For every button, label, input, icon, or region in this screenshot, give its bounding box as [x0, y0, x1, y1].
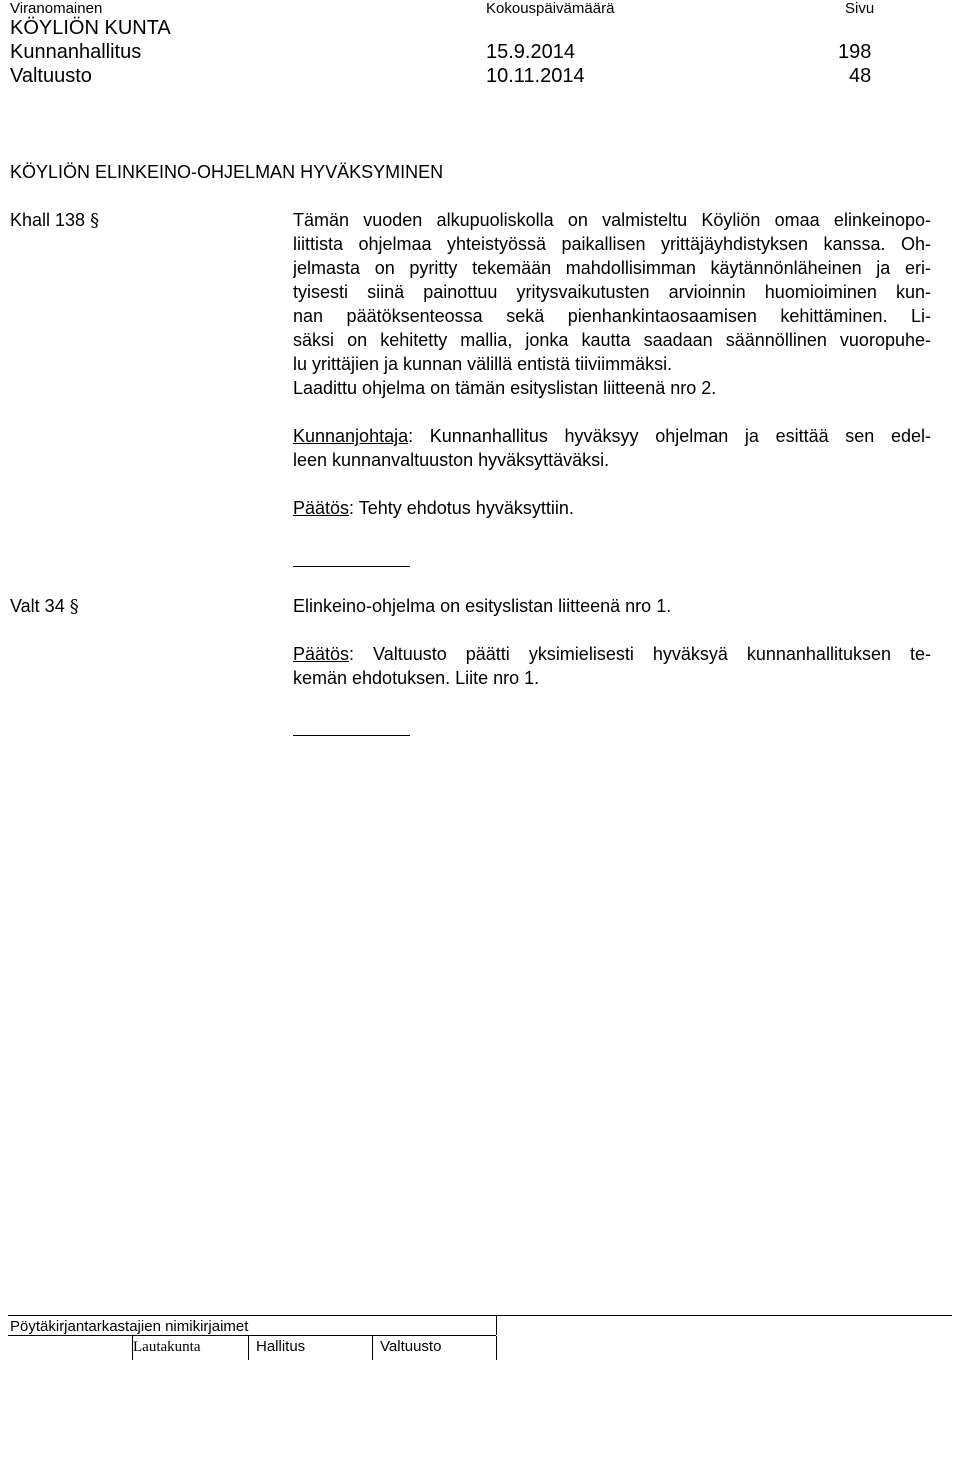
- section-divider: [293, 735, 410, 736]
- header-col3-label: Sivu: [845, 0, 875, 17]
- header-page-valtuusto: 48: [849, 65, 872, 87]
- decision-line: kemän ehdotuksen. Liite nro 1.: [293, 668, 540, 688]
- footer-cell-divider: [132, 1336, 133, 1360]
- khall-decision: [293, 496, 931, 520]
- footer-cell-divider: [248, 1336, 249, 1360]
- section-mark-icon: §: [90, 210, 100, 231]
- valt-line: Elinkeino-ohjelma on esityslistan liitteenä nro 1.: [293, 596, 672, 616]
- header-col1-label: Viranomainen: [10, 0, 103, 17]
- valt-reference: [10, 594, 79, 619]
- footer-col-hallitus: Hallitus: [256, 1338, 306, 1355]
- header-col2-label: Kokouspäivämäärä: [486, 0, 615, 17]
- footer-col-lautakunta: Lautakunta: [133, 1339, 201, 1355]
- khall-proposal: [293, 424, 931, 472]
- footer-cell-divider: [496, 1336, 497, 1360]
- khall-ref-label: Khall 138: [10, 210, 86, 230]
- header-page-kunnanhallitus: 198: [838, 41, 872, 63]
- decision-line: Päätös: Tehty ehdotus hyväksyttiin.: [293, 498, 574, 518]
- footer-top-rule: [8, 1315, 952, 1316]
- proposal-label: Kunnanjohtaja: [293, 426, 409, 446]
- organization-name: KÖYLIÖN KUNTA: [10, 17, 171, 39]
- footer-inner-rule: [8, 1335, 496, 1336]
- section-mark-icon: §: [69, 596, 79, 617]
- valt-ref-label: Valt 34: [10, 596, 65, 616]
- proposal-line: leen kunnanvaltuuston hyväksyttäväksi.: [293, 450, 610, 470]
- header-date-valtuusto: 10.11.2014: [486, 65, 585, 87]
- header-body-kunnanhallitus: Kunnanhallitus: [10, 41, 142, 63]
- proposal-line: Kunnanjohtaja: Kunnanhallitus hyväksyy ohjelman ja esittää sen edel-: [293, 426, 931, 446]
- khall-reference: [10, 208, 99, 233]
- section-divider: [293, 566, 410, 567]
- decision-label: Päätös: [293, 498, 350, 518]
- khall-line: lu yrittäjien ja kunnan välillä entistä tiiviimmäksi.: [293, 354, 673, 374]
- footer-cell-divider: [372, 1336, 373, 1360]
- footer-label: Pöytäkirjantarkastajien nimikirjaimet: [10, 1318, 249, 1335]
- document-title: KÖYLIÖN ELINKEINO-OHJELMAN HYVÄKSYMINEN: [10, 162, 444, 182]
- decision-label: Päätös: [293, 644, 350, 664]
- khall-line: tyisesti siinä painottuu yritysvaikutusten arvioinnin huomioiminen kun-: [293, 282, 931, 302]
- khall-line: säksi on kehitetty mallia, jonka kautta saadaan säännöllinen vuoropuhe-: [293, 330, 931, 350]
- footer-divider: [496, 1315, 497, 1335]
- header-date-kunnanhallitus: 15.9.2014: [486, 41, 575, 63]
- khall-line: Tämän vuoden alkupuoliskolla on valmisteltu Köyliön omaa elinkeinopo-: [293, 210, 931, 230]
- valt-description: [293, 594, 931, 618]
- khall-line: jelmasta on pyritty tekemään mahdollisimman käytännönläheinen ja eri-: [293, 258, 931, 278]
- khall-line: Laadittu ohjelma on tämän esityslistan liitteenä nro 2.: [293, 378, 717, 398]
- khall-line: liittista ohjelmaa yhteistyössä paikallisen yrittäjäyhdistyksen kanssa. Oh-: [293, 234, 931, 254]
- khall-description: [293, 208, 931, 400]
- footer-col-valtuusto: Valtuusto: [380, 1338, 442, 1355]
- valt-decision: [293, 642, 931, 690]
- header-body-valtuusto: Valtuusto: [10, 65, 92, 87]
- khall-line: nan päätöksenteossa sekä pienhankintaosaamisen kehittäminen. Li-: [293, 306, 931, 326]
- decision-line: Päätös: Valtuusto päätti yksimielisesti hyväksyä kunnanhallituksen te-: [293, 644, 931, 664]
